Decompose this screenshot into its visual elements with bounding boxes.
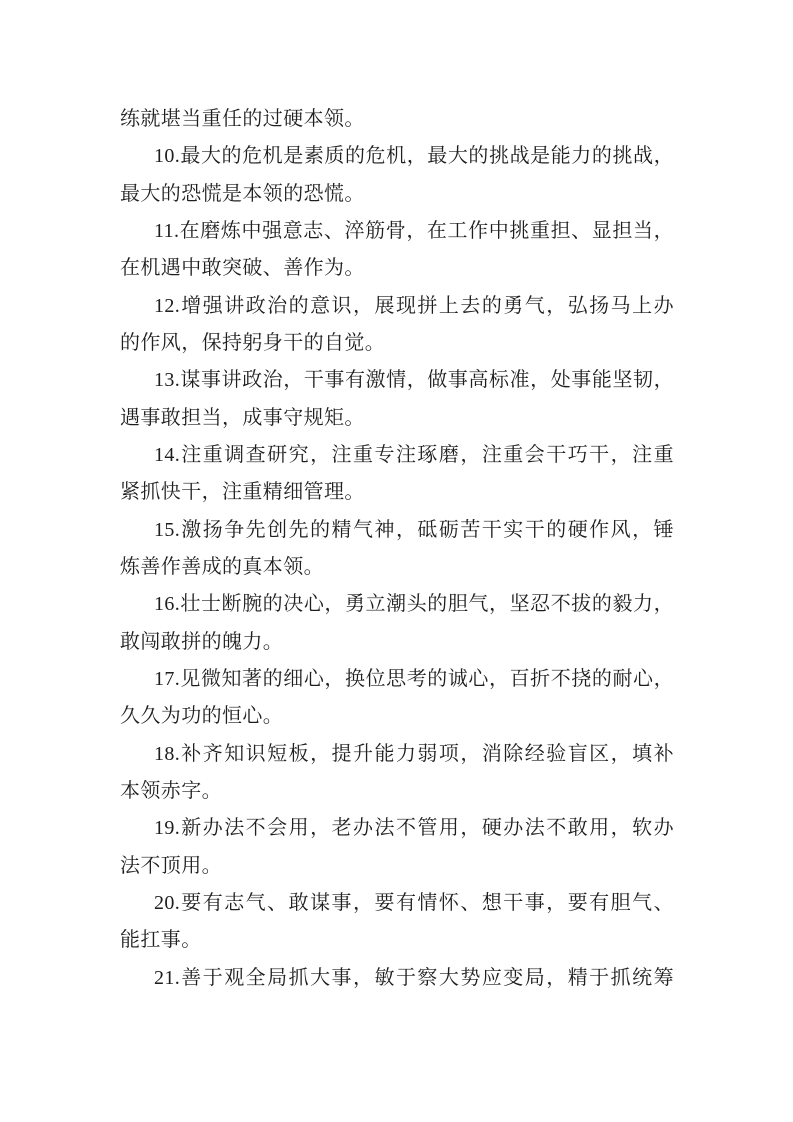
text-line-item11-start: 11.在磨炼中强意志、淬筋骨，在工作中挑重担、显担当，: [154, 219, 674, 242]
page-text-block: [120, 101, 674, 997]
text-line-item10-start: 10.最大的危机是素质的危机，最大的挑战是能力的挑战，: [154, 145, 674, 168]
text-line-item15-end: 炼善作善成的真本领。: [120, 555, 324, 578]
text-line-item18-start: 18.补齐知识短板，提升能力弱项，消除经验盲区，填补: [154, 742, 674, 765]
text-line-item17-start: 17.见微知著的细心，换位思考的诚心，百折不挠的耐心，: [154, 667, 674, 690]
text-line-item13-start: 13.谋事讲政治，干事有激情，做事高标准，处事能坚韧，: [154, 369, 674, 392]
text-line-item21-start: 21.善于观全局抓大事，敏于察大势应变局，精于抓统筹: [154, 966, 674, 989]
text-line-item20-start: 20.要有志气、敢谋事，要有情怀、想干事，要有胆气、: [154, 891, 674, 914]
text-line-paragraph9-end: 练就堪当重任的过硬本领。: [120, 108, 365, 130]
text-line-item20-end: 能扛事。: [120, 929, 202, 952]
text-line-item16-end: 敢闯敢拼的魄力。: [120, 630, 284, 653]
text-line-item14-end: 紧抓快干，注重精细管理。: [120, 481, 365, 504]
text-line-item18-end: 本领赤字。: [120, 779, 222, 802]
text-line-item12-start: 12.增强讲政治的意识，展现拼上去的勇气，弘扬马上办: [154, 294, 674, 317]
text-line-item15-start: 15.激扬争先创先的精气神，砥砺苦干实干的硬作风，锤: [154, 518, 674, 541]
text-line-item19-start: 19.新办法不会用，老办法不管用，硬办法不敢用，软办: [154, 817, 674, 840]
text-line-item11-end: 在机遇中敢突破、善作为。: [120, 257, 365, 280]
text-line-item14-start: 14.注重调查研究，注重专注琢磨，注重会干巧干，注重: [154, 443, 674, 466]
text-line-item10-end: 最大的恐慌是本领的恐慌。: [120, 182, 365, 205]
text-line-item17-end: 久久为功的恒心。: [120, 705, 284, 728]
text-line-item12-end: 的作风，保持躬身干的自觉。: [120, 331, 386, 354]
text-line-item19-end: 法不顶用。: [120, 854, 222, 877]
text-line-item16-start: 16.壮士断腕的决心，勇立潮头的胆气，坚忍不拔的毅力，: [154, 593, 674, 616]
text-line-item13-end: 遇事敢担当，成事守规矩。: [120, 406, 365, 429]
